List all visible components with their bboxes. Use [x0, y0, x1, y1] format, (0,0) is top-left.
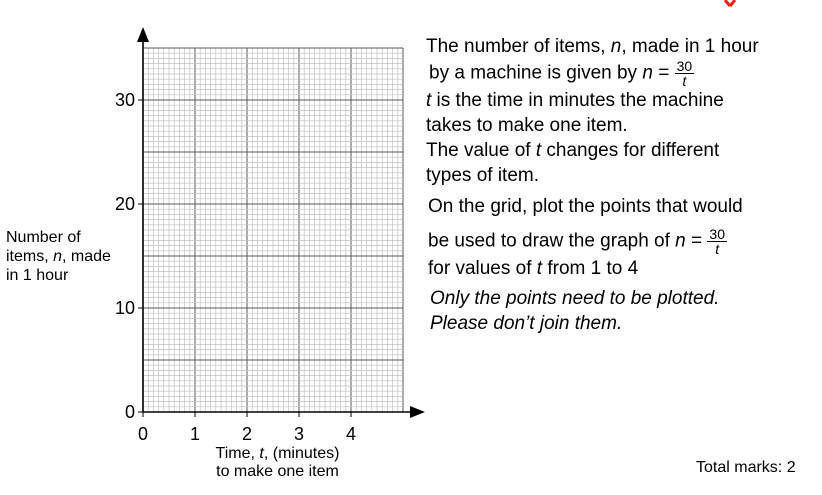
- x-label-line1a: Time,: [215, 445, 260, 462]
- formula-fraction: $\frac{30}{t}$: [676, 58, 693, 89]
- question-line8: be used to draw the graph of n = $\frac{30}{t}$: [428, 226, 725, 257]
- x-tick-label: 1: [189, 424, 201, 440]
- grid-lines: [143, 48, 403, 412]
- x-label-line2: to make one item: [216, 463, 339, 480]
- x-tick-label: 4: [345, 424, 357, 440]
- y-tick-label: 10: [114, 298, 135, 318]
- instruction-italic-2: Please don’t join them.: [430, 313, 623, 334]
- question-line6: types of item.: [426, 165, 539, 186]
- y-axis-label: [6, 228, 111, 285]
- question-line7: On the grid, plot the points that would: [428, 196, 743, 217]
- x-tick-label: 0: [137, 424, 149, 440]
- question-line1: The number of items, n, made in 1 hour: [426, 36, 759, 57]
- graph-grid: [0, 0, 440, 440]
- corner-mark-icon: [720, 0, 750, 12]
- formula-fraction-2: $\frac{30}{t}$: [709, 226, 725, 257]
- question-line9: for values of t from 1 to 4: [428, 258, 639, 279]
- x-tick-label: 2: [241, 424, 253, 440]
- x-axis-label: [175, 445, 380, 481]
- y-label-line3: in 1 hour: [6, 267, 69, 284]
- y-label-line2a: items,: [6, 248, 54, 265]
- x-label-line1b: , (minutes): [263, 445, 340, 462]
- instruction-italic-1: Only the points need to be plotted.: [430, 288, 720, 309]
- y-label-var: n: [53, 248, 63, 265]
- x-tick-label: 3: [293, 424, 305, 440]
- y-tick-label: 30: [114, 90, 135, 110]
- y-tick-label: 0: [124, 402, 135, 422]
- x-label-var: t: [259, 445, 264, 462]
- axes: [137, 27, 425, 418]
- question-line2: by a machine is given by n = $\frac{30}{t}$: [429, 58, 693, 89]
- question-line4: takes to make one item.: [426, 115, 628, 136]
- y-axis-arrow-icon: [137, 27, 149, 42]
- y-label-line2b: , made: [62, 248, 111, 265]
- x-axis-arrow-icon: [410, 406, 425, 418]
- question-line5: The value of t changes for different: [426, 140, 720, 161]
- question-line3: t is the time in minutes the machine: [426, 90, 724, 111]
- total-marks: Total marks: 2: [696, 459, 796, 476]
- y-tick-label: 20: [114, 194, 135, 214]
- y-label-line1: Number of: [6, 229, 81, 246]
- question-text: [426, 34, 821, 336]
